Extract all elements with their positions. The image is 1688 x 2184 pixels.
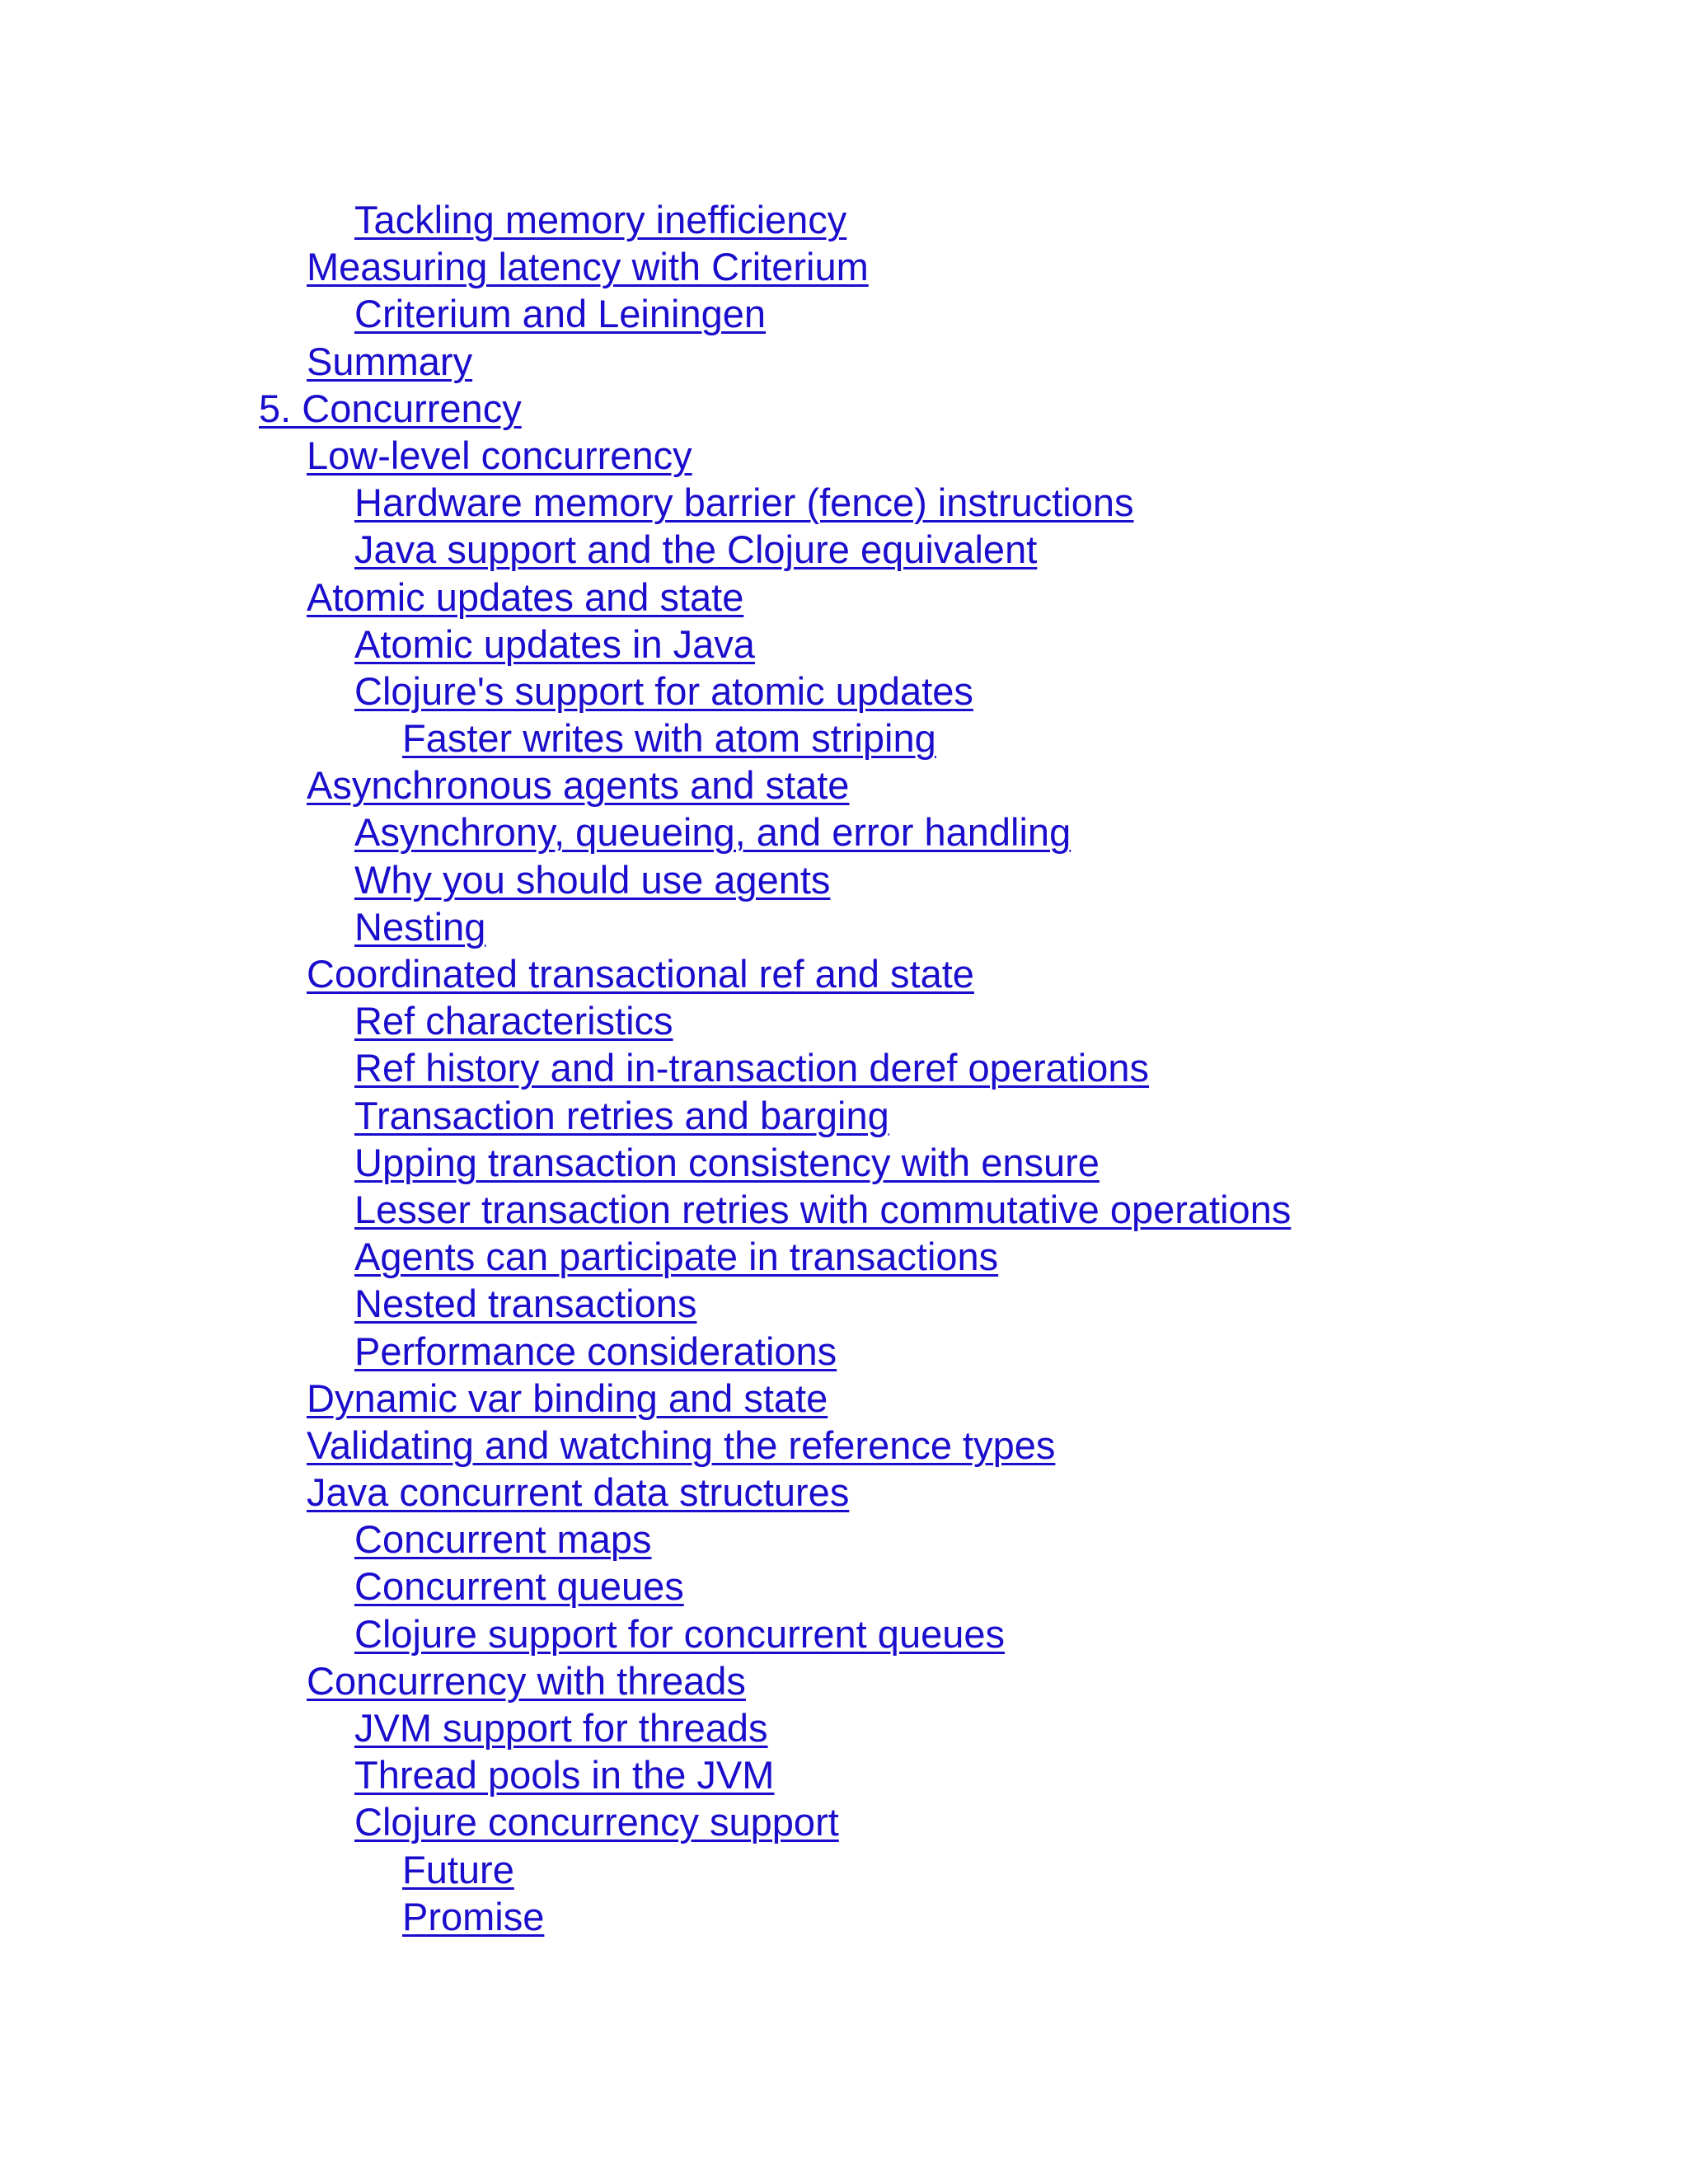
toc-link[interactable]: Why you should use agents	[354, 857, 831, 902]
toc-link[interactable]: Faster writes with atom striping	[402, 716, 936, 761]
toc-item	[0, 808, 1291, 855]
toc-link[interactable]: Hardware memory barrier (fence) instructions	[354, 480, 1134, 525]
toc-link[interactable]: Measuring latency with Criterium	[307, 245, 869, 289]
toc-item	[0, 1186, 1291, 1233]
toc-item	[0, 1139, 1291, 1186]
toc-item	[0, 668, 1291, 715]
toc-link[interactable]: Thread pools in the JVM	[354, 1753, 775, 1797]
toc-link[interactable]: 5. Concurrency	[259, 386, 522, 430]
toc-item	[0, 1563, 1291, 1610]
toc-link[interactable]: Clojure concurrency support	[354, 1800, 839, 1844]
toc-item	[0, 196, 1291, 243]
toc-link[interactable]: Java support and the Clojure equivalent	[354, 527, 1038, 572]
toc-item	[0, 1233, 1291, 1280]
toc-link[interactable]: Java concurrent data structures	[307, 1470, 850, 1515]
toc-link[interactable]: Future	[402, 1847, 514, 1891]
toc-item	[0, 243, 1291, 290]
toc-link[interactable]: Asynchrony, queueing, and error handling	[354, 810, 1071, 855]
toc-item	[0, 997, 1291, 1044]
toc-item	[0, 1846, 1291, 1893]
toc-item	[0, 1092, 1291, 1139]
toc-item	[0, 574, 1291, 621]
toc-link[interactable]: Atomic updates and state	[307, 574, 744, 619]
toc-item	[0, 762, 1291, 808]
toc-item	[0, 1704, 1291, 1751]
toc-item	[0, 903, 1291, 950]
toc-link[interactable]: Clojure's support for atomic updates	[354, 668, 973, 713]
toc-item	[0, 1328, 1291, 1375]
toc-item	[0, 621, 1291, 668]
toc-item	[0, 715, 1291, 762]
toc-item	[0, 1044, 1291, 1091]
toc-link[interactable]: Ref history and in-transaction deref operations	[354, 1046, 1150, 1090]
toc-item	[0, 1375, 1291, 1422]
toc-item	[0, 950, 1291, 997]
toc-item	[0, 432, 1291, 479]
toc-link[interactable]: Concurrent queues	[354, 1564, 684, 1609]
toc-item	[0, 1751, 1291, 1798]
toc-item	[0, 856, 1291, 903]
toc-item	[0, 1893, 1291, 1940]
toc-link[interactable]: Lesser transaction retries with commutative operations	[354, 1187, 1292, 1231]
toc-item	[0, 1657, 1291, 1704]
table-of-contents	[0, 196, 1291, 1940]
toc-link[interactable]: Criterium and Leiningen	[354, 292, 767, 336]
toc-item	[0, 1422, 1291, 1469]
toc-link[interactable]: Nesting	[354, 904, 486, 949]
toc-item	[0, 1469, 1291, 1516]
toc-link[interactable]: Validating and watching the reference types	[307, 1422, 1056, 1467]
toc-link[interactable]: Dynamic var binding and state	[307, 1376, 828, 1420]
toc-link[interactable]: Nested transactions	[354, 1282, 697, 1326]
toc-link[interactable]: Tackling memory inefficiency	[354, 198, 847, 241]
toc-link[interactable]: Low-level concurrency	[307, 433, 692, 477]
toc-link[interactable]: Summary	[307, 339, 473, 383]
toc-item	[0, 1280, 1291, 1327]
toc-link[interactable]: Performance considerations	[354, 1329, 837, 1373]
toc-link[interactable]: JVM support for threads	[354, 1706, 768, 1750]
toc-item	[0, 1516, 1291, 1563]
toc-link[interactable]: Concurrent maps	[354, 1517, 652, 1562]
toc-link[interactable]: Promise	[402, 1894, 545, 1938]
toc-link[interactable]: Atomic updates in Java	[354, 621, 755, 666]
toc-item	[0, 1610, 1291, 1657]
toc-link[interactable]: Transaction retries and barging	[354, 1093, 889, 1137]
toc-link[interactable]: Coordinated transactional ref and state	[307, 952, 974, 996]
toc-link[interactable]: Clojure support for concurrent queues	[354, 1611, 1005, 1656]
toc-link[interactable]: Asynchronous agents and state	[307, 763, 850, 808]
toc-item	[0, 290, 1291, 337]
toc-link[interactable]: Agents can participate in transactions	[354, 1235, 999, 1279]
toc-link[interactable]: Ref characteristics	[354, 999, 673, 1043]
toc-item	[0, 526, 1291, 573]
toc-item	[0, 338, 1291, 385]
toc-item	[0, 385, 1291, 432]
toc-link[interactable]: Upping transaction consistency with ensure	[354, 1140, 1100, 1184]
toc-item	[0, 479, 1291, 526]
toc-link[interactable]: Concurrency with threads	[307, 1658, 746, 1703]
toc-item	[0, 1798, 1291, 1845]
